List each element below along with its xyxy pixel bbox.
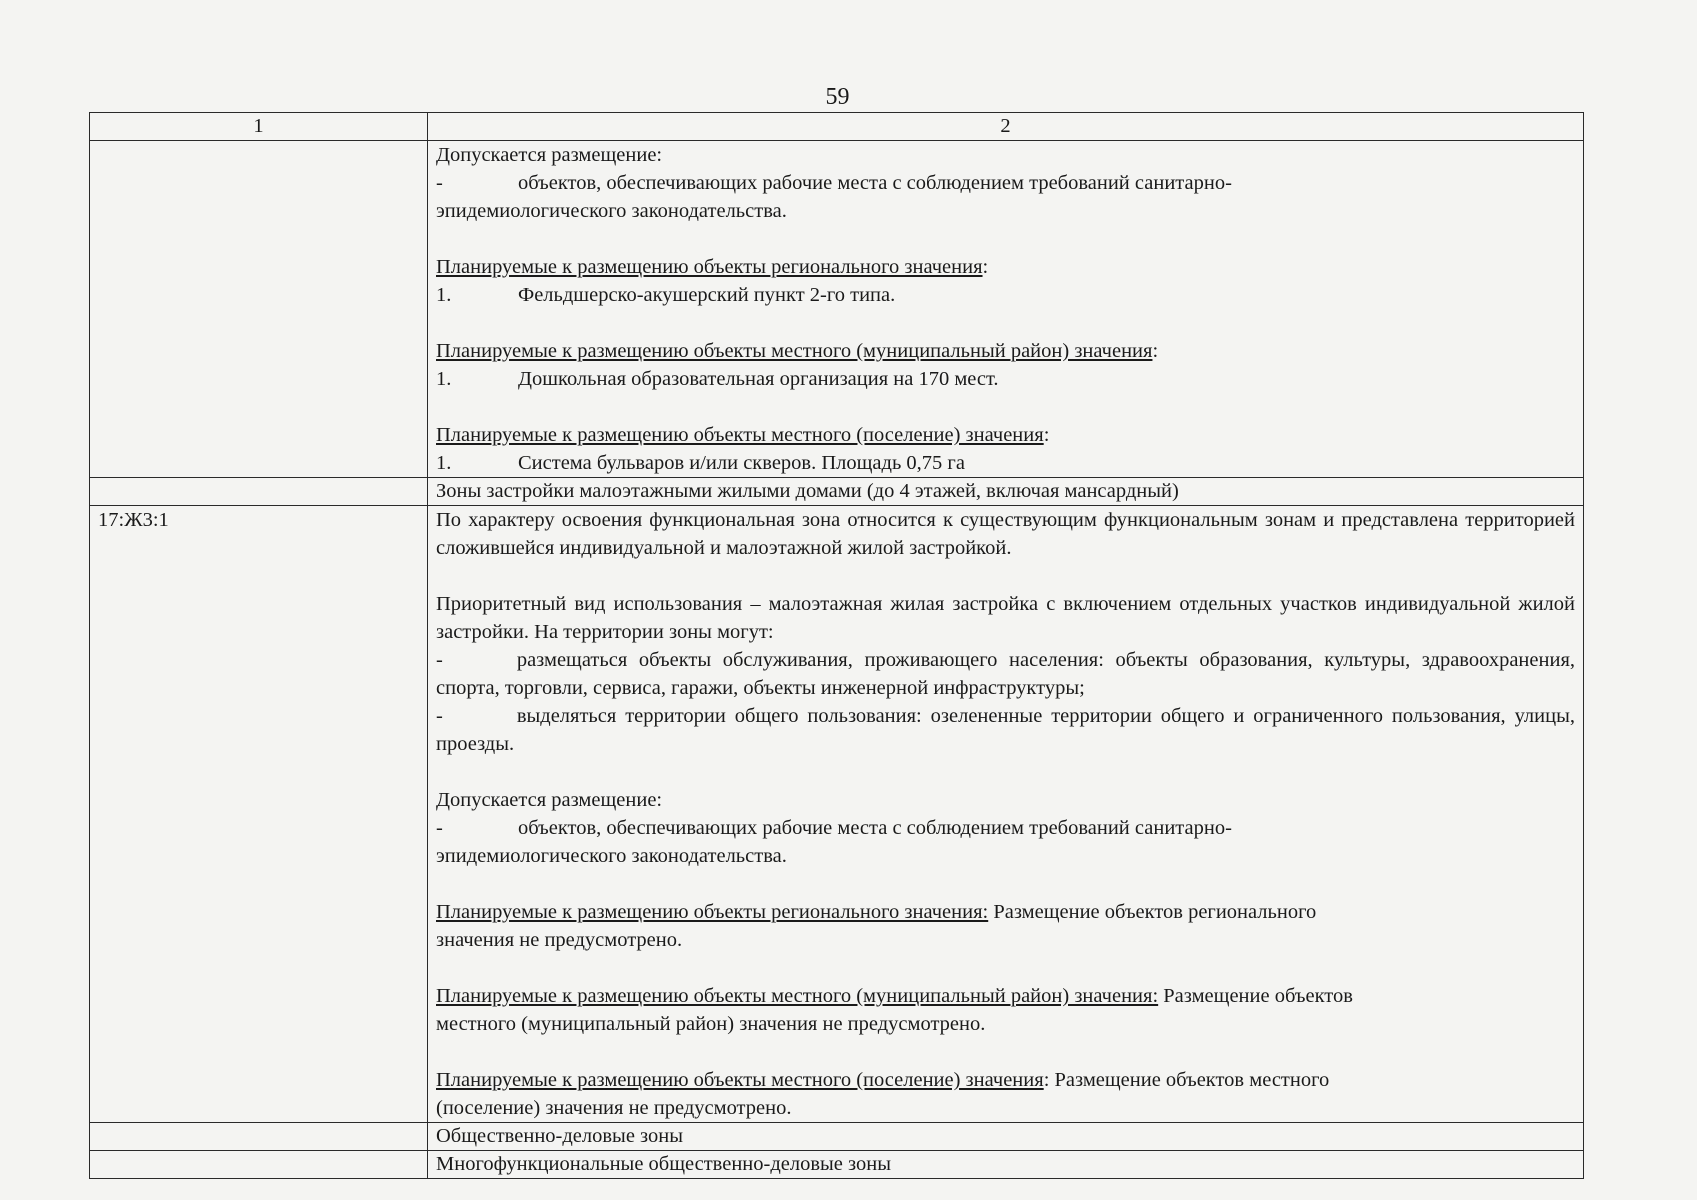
municipal-text-continuation: местного (муниципальный район) значения не предусмотрено. — [436, 1013, 986, 1035]
regional-heading: Планируемые к размещению объекты регионального значения — [436, 256, 983, 278]
zone-code-cell — [90, 1123, 428, 1151]
zone-code-cell — [90, 1151, 428, 1179]
allowed-heading: Допускается размещение: — [436, 144, 663, 166]
zone-code-cell — [90, 478, 428, 506]
page-number: 59 — [825, 84, 850, 110]
regional-text: Размещение объектов регионального — [988, 901, 1317, 923]
municipal-objects-section — [436, 982, 1575, 1010]
zone-group-title: Общественно-деловые зоны — [428, 1123, 1584, 1151]
item-number: 1. — [436, 368, 452, 390]
bullet-text: объектов, обеспечивающих рабочие места с соблюдением требований санитарно- — [518, 817, 1232, 839]
municipal-heading: Планируемые к размещению объекты местного (муниципальный район) значения: — [436, 985, 1159, 1007]
zone-code-cell: 17:Ж3:1 — [90, 506, 428, 1123]
item-number: 1. — [436, 284, 452, 306]
zone-group-title: Многофункциональные общественно-деловые зоны — [428, 1151, 1584, 1179]
regional-objects-section — [436, 253, 1575, 281]
table-row — [90, 1123, 1584, 1151]
heading-colon: : — [1152, 340, 1159, 362]
settlement-text-continuation: (поселение) значения не предусмотрено. — [436, 1097, 792, 1119]
bullet-paragraph — [436, 702, 1575, 758]
zone-intro-paragraph: По характеру освоения функциональная зона относится к существующим функциональным зонам и представлена территорией сложившейся индивидуальной и малоэтажной жилой застройкой. — [436, 509, 1575, 559]
bullet-paragraph — [436, 646, 1575, 702]
settlement-heading: Планируемые к размещению объекты местного (поселение) значения — [436, 1069, 1044, 1091]
regional-text-continuation: значения не предусмотрено. — [436, 929, 683, 951]
regional-objects-section — [436, 898, 1575, 926]
allowed-item — [436, 814, 1575, 842]
column-header-1: 1 — [90, 113, 428, 141]
settlement-item — [436, 449, 1575, 477]
table-header-row — [90, 113, 1584, 141]
allowed-item — [436, 169, 1575, 197]
heading-colon: : — [1043, 424, 1050, 446]
allowed-heading: Допускается размещение: — [436, 789, 663, 811]
settlement-objects-section — [436, 1066, 1575, 1094]
zone-group-title: Зоны застройки малоэтажными жилыми домами (до 4 этажей, включая мансардный) — [428, 478, 1584, 506]
priority-use-paragraph: Приоритетный вид использования – малоэтажная жилая застройка с включением отдельных участков индивидуальной жилой застройки. На территории зоны могут: — [436, 593, 1575, 643]
bullet-text: выделяться территории общего пользования: озелененные территории общего и ограниченного пользования, улицы, проезды. — [436, 705, 1575, 755]
allowed-item-continuation: эпидемиологического законодательства. — [436, 200, 787, 222]
item-number: 1. — [436, 452, 452, 474]
zone-description-cell — [428, 141, 1584, 478]
bullet-mark: - — [436, 817, 443, 839]
table-row — [90, 1151, 1584, 1179]
zone-code-cell — [90, 141, 428, 478]
bullet-text: объектов, обеспечивающих рабочие места с соблюдением требований санитарно- — [518, 172, 1232, 194]
bullet-mark: - — [436, 649, 443, 671]
table-row — [90, 506, 1584, 1123]
table-row — [90, 478, 1584, 506]
allowed-item-continuation: эпидемиологического законодательства. — [436, 845, 787, 867]
municipal-objects-section — [436, 337, 1575, 365]
regional-heading: Планируемые к размещению объекты регионального значения: — [436, 901, 989, 923]
table-row — [90, 141, 1584, 478]
zone-description-cell — [428, 506, 1584, 1123]
item-text: Фельдшерско-акушерский пункт 2-го типа. — [518, 284, 896, 306]
heading-colon: : — [982, 256, 989, 278]
item-text: Дошкольная образовательная организация на 170 мест. — [518, 368, 999, 390]
bullet-text: размещаться объекты обслуживания, проживающего населения: объекты образования, культуры, здравоохранения, спорта, торговли, сервиса, гаражи, объекты инженерной инфраструктуры; — [436, 649, 1575, 699]
bullet-mark: - — [436, 705, 443, 727]
column-header-2: 2 — [428, 113, 1584, 141]
municipal-item — [436, 365, 1575, 393]
settlement-objects-section — [436, 421, 1575, 449]
regional-item — [436, 281, 1575, 309]
municipal-heading: Планируемые к размещению объекты местного (муниципальный район) значения — [436, 340, 1153, 362]
bullet-mark: - — [436, 172, 443, 194]
settlement-heading: Планируемые к размещению объекты местного (поселение) значения — [436, 424, 1044, 446]
item-text: Система бульваров и/или скверов. Площадь 0,75 га — [518, 452, 965, 474]
zoning-table — [89, 112, 1584, 1179]
settlement-text: : Размещение объектов местного — [1043, 1069, 1330, 1091]
municipal-text: Размещение объектов — [1158, 985, 1353, 1007]
